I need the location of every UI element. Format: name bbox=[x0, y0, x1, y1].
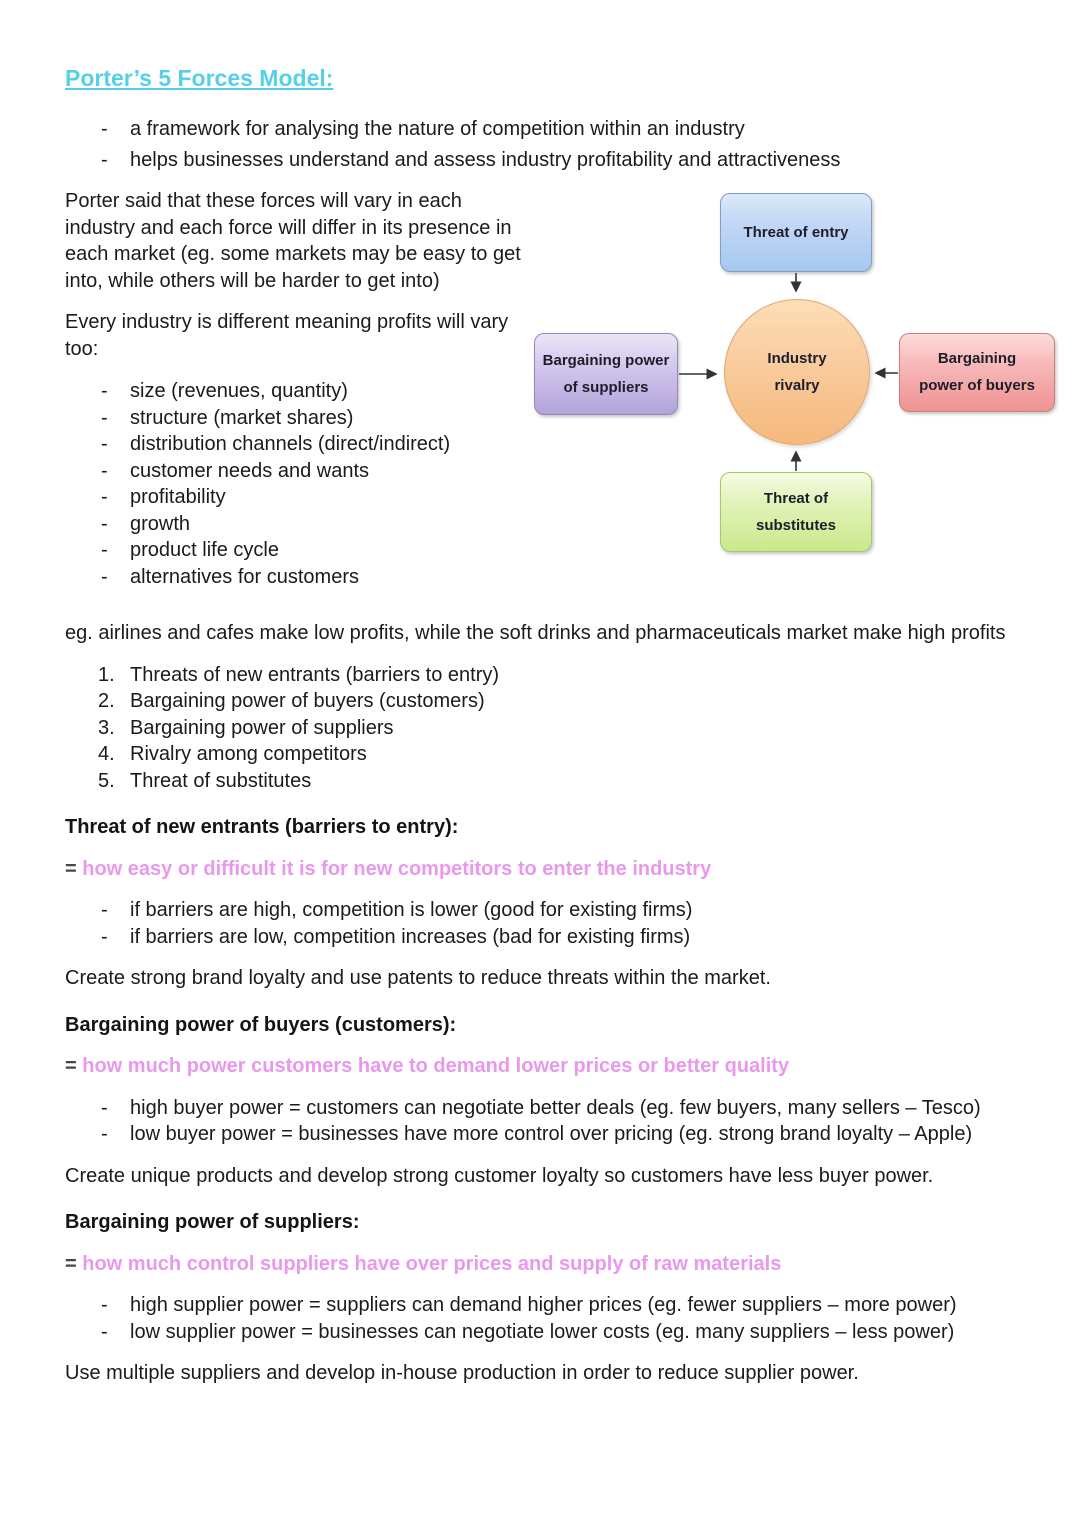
list-item: Threats of new entrants (barriers to entry) bbox=[130, 663, 500, 686]
definition-line bbox=[65, 1251, 1015, 1278]
node-label-line: rivalry bbox=[774, 376, 820, 394]
list-item: Bargaining power of buyers (customers) bbox=[130, 690, 485, 712]
list-item: - customer needs and wants bbox=[65, 458, 532, 485]
definition-text: how much control suppliers have over prices and supply of raw materials bbox=[82, 1252, 782, 1275]
list-item: - low buyer power = businesses have more control over pricing (eg. strong brand loyalty – Apple) bbox=[65, 1121, 1015, 1148]
list-item: - profitability bbox=[65, 484, 532, 511]
list-item: Rivalry among competitors bbox=[130, 743, 367, 765]
section-heading-new-entrants: Threat of new entrants (barriers to entry): bbox=[65, 816, 459, 838]
list-item: - helps businesses understand and assess industry profitability and attractiveness bbox=[65, 145, 1015, 176]
node-label-line: substitutes bbox=[755, 516, 836, 534]
section-takeaway: Use multiple suppliers and develop in-house production in order to reduce supplier power. bbox=[65, 1362, 859, 1384]
intro-text-column bbox=[65, 188, 532, 605]
definition-line bbox=[65, 856, 1015, 883]
section-takeaway: Create unique products and develop strong customer loyalty so customers have less buyer power. bbox=[65, 1164, 934, 1187]
section-bullet-list bbox=[65, 897, 1015, 950]
list-item: Bargaining power of suppliers bbox=[130, 716, 394, 739]
list-item: - if barriers are high, competition is lower (good for existing firms) bbox=[65, 897, 1015, 924]
diagram-node-industry-rivalry bbox=[724, 299, 870, 445]
node-label-line: Threat of entry bbox=[743, 223, 849, 241]
equals-prefix: = bbox=[65, 1055, 77, 1077]
definition-text: how much power customers have to demand lower prices or better quality bbox=[82, 1055, 790, 1077]
section-bullet-list bbox=[65, 1095, 1015, 1148]
list-item: - high buyer power = customers can negotiate better deals (eg. few buyers, many sellers – Tesco) bbox=[65, 1095, 1015, 1122]
list-item: Threat of substitutes bbox=[130, 769, 312, 792]
diagram-node-threat-of-entry bbox=[720, 193, 872, 272]
list-item: - high supplier power = suppliers can demand higher prices (eg. fewer suppliers – more power) bbox=[65, 1292, 1015, 1319]
list-item: - product life cycle bbox=[65, 537, 532, 564]
diagram-node-bargaining-power-of-buyers bbox=[899, 333, 1055, 412]
node-label-line: of suppliers bbox=[563, 378, 649, 396]
node-label-line: Threat of bbox=[763, 489, 829, 507]
list-item: - structure (market shares) bbox=[65, 405, 532, 432]
definition-line bbox=[65, 1053, 1015, 1080]
node-label-line: Industry bbox=[767, 349, 827, 367]
node-label-line: power of buyers bbox=[919, 377, 1035, 394]
list-item: - a framework for analysing the nature of competition within an industry bbox=[65, 114, 1015, 145]
paragraph-forces-vary: Porter said that these forces will vary in each industry and each force will differ in its presence in each market (eg. some markets may be easy to get into, while others will be harder to get into) bbox=[65, 190, 521, 292]
equals-prefix: = bbox=[65, 1252, 77, 1275]
node-label-line: Bargaining power bbox=[542, 351, 670, 369]
list-item: - if barriers are low, competition increases (bad for existing firms) bbox=[65, 924, 1015, 951]
paragraph-example: eg. airlines and cafes make low profits, while the soft drinks and pharmaceuticals market make high profits bbox=[65, 622, 1006, 644]
forces-numbered-list bbox=[65, 662, 1015, 795]
list-item: - low supplier power = businesses can negotiate lower costs (eg. many suppliers – less power) bbox=[65, 1319, 1015, 1346]
intro-columns bbox=[65, 188, 1057, 605]
list-item: - alternatives for customers bbox=[65, 564, 532, 591]
definition-text: how easy or difficult it is for new competitors to enter the industry bbox=[82, 857, 712, 880]
intro-bullet-list bbox=[65, 114, 1015, 176]
list-item: - distribution channels (direct/indirect) bbox=[65, 431, 532, 458]
section-takeaway: Create strong brand loyalty and use patents to reduce threats within the market. bbox=[65, 967, 771, 989]
page-title: Porter’s 5 Forces Model: bbox=[65, 65, 334, 91]
equals-prefix: = bbox=[65, 857, 77, 880]
diagram-node-threat-of-substitutes bbox=[720, 472, 872, 552]
diagram-node-bargaining-power-of-suppliers bbox=[534, 333, 678, 415]
section-heading-buyers: Bargaining power of buyers (customers): bbox=[65, 1013, 457, 1036]
paragraph-industry-different: Every industry is different meaning profits will vary too: bbox=[65, 311, 509, 360]
industry-factors-list bbox=[65, 378, 532, 590]
list-item: - size (revenues, quantity) bbox=[65, 378, 532, 405]
node-label-line: Bargaining bbox=[937, 350, 1017, 367]
list-item: - growth bbox=[65, 511, 532, 538]
five-forces-diagram bbox=[532, 188, 1057, 560]
section-heading-suppliers: Bargaining power of suppliers: bbox=[65, 1211, 360, 1233]
section-bullet-list bbox=[65, 1292, 1015, 1345]
